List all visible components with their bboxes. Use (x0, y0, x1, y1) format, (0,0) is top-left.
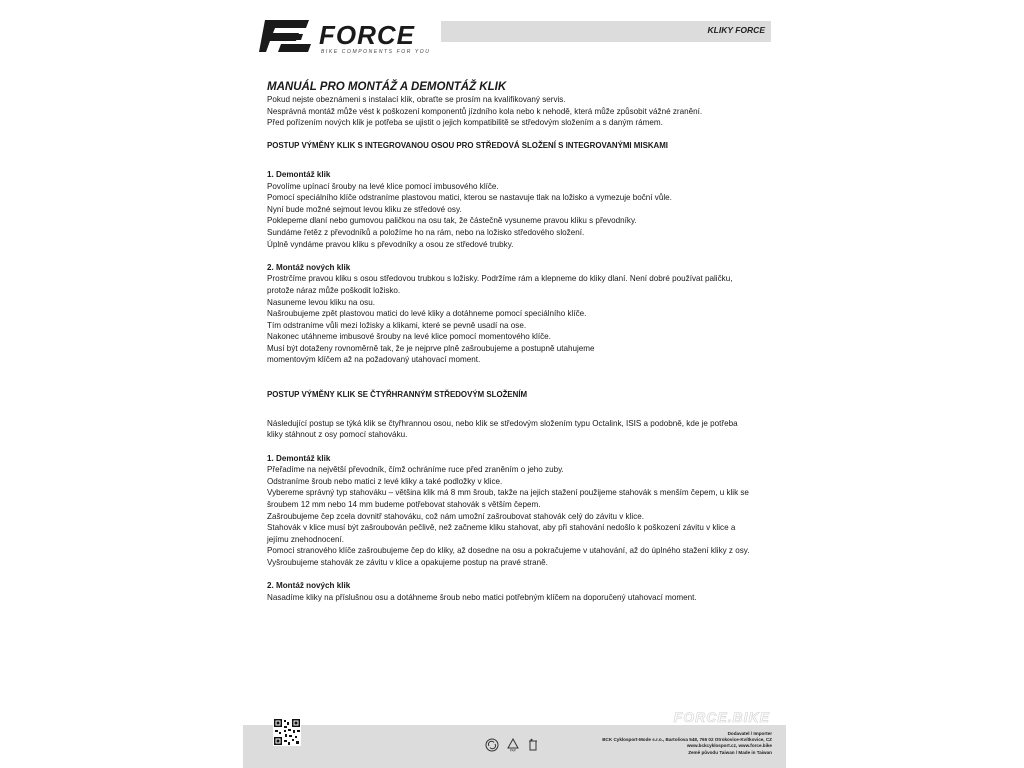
recycle-label: PAP (509, 748, 517, 752)
text-line: Pomocí speciálního klíče odstraníme plastovou matici, kterou se nastavuje tlak na ložisko a vymezuje boční vůle. (267, 193, 672, 203)
text-line: Musí být dotaženy rovnoměrně tak, že je nejprve plně zašroubujeme a postupně utahujeme (267, 343, 595, 353)
text-line: Našroubujeme zpět plastovou matici do levé kliky a dotáhneme pomocí speciálního klíče. (267, 309, 587, 319)
section-1-heading: POSTUP VÝMĚNY KLIK S INTEGROVANOU OSOU PRO STŘEDOVÁ SLOŽENÍ S INTEGROVANÝMI MISKAMI (267, 141, 668, 151)
intro-line: Před pořízením nových klik je potřeba se ujistit o jejich kompatibilitě se středovým složením a s daným rámem. (267, 118, 663, 128)
text-line: Zašroubujeme čep zcela dovnitř stahováku, což nám umožní zašroubovat stahovák celý do závitu v klice. (267, 511, 644, 521)
paper-recycling-icon (506, 738, 520, 752)
importer-line: www.bckcyklosport.cz, www.force.bike (686, 743, 772, 749)
text-line: kliky stáhnout z osy pomocí stahováku. (267, 430, 408, 440)
section-1-part-2-heading: 2. Montáž nových klik (267, 262, 351, 272)
importer-line: Země původu Taiwan / Made in Taiwan (688, 749, 772, 755)
intro-line: Nesprávná montáž může vést k poškození komponentů jízdního kola nebo k nehodě, která může způsobit vážné zranění. (267, 106, 703, 116)
text-line: Přeřadíme na největší převodník, čímž ochráníme ruce před zraněním o jeho zuby. (267, 465, 564, 475)
header-band (441, 21, 771, 42)
text-line: Tím odstraníme vůli mezi ložisky a klikami, které se pevně usadí na ose. (267, 320, 527, 330)
text-line: Povolíme upínací šrouby na levé klice pomocí imbusového klíče. (267, 181, 499, 191)
section-2-part-1-heading: 1. Demontáž klik (267, 453, 331, 463)
force-bike-watermark: FORCE.BIKE (673, 709, 770, 725)
brand-tagline: BIKE COMPONENTS FOR YOU (321, 49, 431, 55)
text-line: Sundáme řetěz z převodníků a položíme ho na rám, nebo na ložisko středového složení. (267, 227, 585, 237)
qr-code-icon (273, 718, 301, 746)
text-line: šroubem 12 mm nebo 14 mm budeme potřebovat stahovák s větším čepem. (267, 500, 541, 509)
header-label: KLIKY FORCE (707, 25, 765, 35)
text-line: Nyní bude možné sejmout levou kliku ze středové osy. (267, 204, 462, 214)
importer-line: Dodavatel / Importer (727, 731, 772, 736)
text-line: momentovým klíčem až na požadovaný utahovací moment. (267, 355, 481, 365)
force-logo (259, 16, 429, 56)
text-line: Vybereme správný typ stahováku – většina klik má 8 mm šroub, takže na jejich stažení použijeme stahovák s menším čepem, u klik se (267, 488, 749, 498)
text-line: Poklepeme dlaní nebo gumovou paličkou na osu tak, že částečně vysuneme pravou kliku s převodníky. (267, 216, 637, 226)
text-line: Nakonec utáhneme imbusové šrouby na levé klice pomocí momentového klíče. (267, 332, 551, 342)
text-line: Odstraníme šroub nebo matici z levé kliky a také podložky v klice. (267, 476, 503, 486)
importer-info (602, 731, 772, 756)
manual-content (267, 80, 777, 603)
recycle-icon (485, 738, 499, 752)
text-line: Úplně vyndáme pravou kliku s převodníky a osou ze středové trubky. (267, 239, 514, 249)
intro-line: Pokud nejste obeznámeni s instalací klik, obraťte se prosím na kvalifikovaný servis. (267, 95, 566, 104)
text-line: Následující postup se týká klik se čtyřhrannou osou, nebo klik se středovým složením typu Octalink, ISIS a podobně, kde je potřeba (267, 418, 738, 428)
text-line: Pomocí stranového klíče zašroubujeme čep do kliky, až dosedne na osu a pokračujeme v utahování, až do úplného stažení kliky z osy. (267, 546, 750, 556)
force-logo-mark-icon (259, 18, 315, 54)
section-2-heading: POSTUP VÝMĚNY KLIK SE ČTYŘHRANNÝM STŘEDOVÝM SLOŽENÍM (267, 390, 528, 400)
text-line: protože náraz může poškodit ložisko. (267, 285, 401, 295)
section-2-part-2-heading: 2. Montáž nových klik (267, 581, 351, 591)
page-title: MANUÁL PRO MONTÁŽ A DEMONTÁŽ KLIK (267, 81, 507, 93)
waste-bin-icon (526, 738, 540, 752)
text-line: jejímu znehodnocení. (267, 534, 344, 544)
manual-page (243, 0, 786, 768)
text-line: Nasuneme levou kliku na osu. (267, 297, 375, 307)
text-line: Vyšroubujeme stahovák ze závitu v klice a opakujeme postup na pravé straně. (267, 557, 548, 567)
text-line: Stahovák v klice musí být zašroubován pečlivě, než začneme kliku stahovat, aby při stahování nedošlo k poškození závitu v klice a (267, 523, 736, 533)
importer-line: BCK Cyklosport-Mode s.r.o., Bartošova 548, 765 02 Otrokovice-Kvítkovice, CZ (602, 737, 772, 743)
section-1-part-1-heading: 1. Demontáž klik (267, 169, 331, 179)
text-line: Prostrčíme pravou kliku s osou středovou trubkou s ložisky. Podržíme rám a klepneme do kliky dlaní. Není dobré používat paličku, (267, 274, 733, 284)
brand-name: FORCE (319, 20, 415, 50)
text-line: Nasadíme kliky na příslušnou osu a dotáhneme šroub nebo matici potřebným klíčem na doporučený utahovací moment. (267, 592, 697, 602)
